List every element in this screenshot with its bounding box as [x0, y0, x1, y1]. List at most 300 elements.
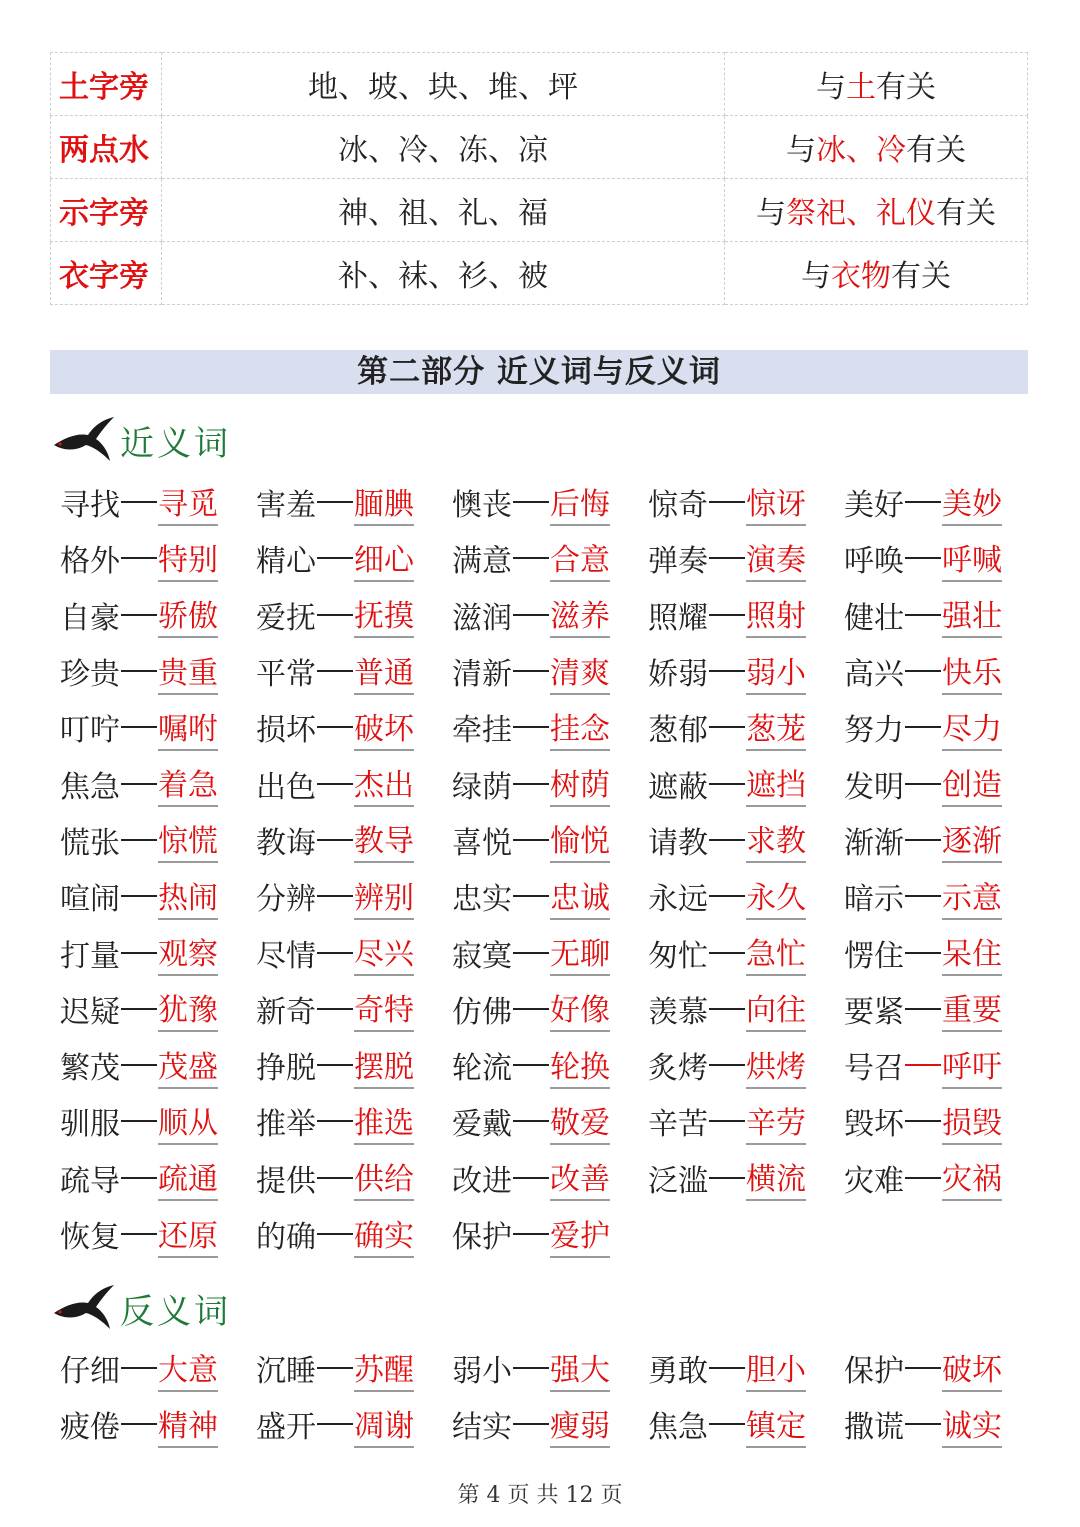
synonym-word: 犹豫 — [158, 985, 218, 1032]
synonym-word: 茂盛 — [158, 1042, 218, 1089]
dash-separator — [513, 839, 549, 841]
word: 勇敢 — [648, 1354, 708, 1390]
word: 打量 — [60, 938, 120, 974]
word: 羡慕 — [648, 994, 708, 1030]
dash-separator — [905, 1423, 941, 1425]
dash-separator — [905, 1177, 941, 1179]
word-pair — [256, 530, 452, 586]
word: 的确 — [256, 1220, 316, 1255]
word: 牵挂 — [452, 713, 512, 749]
word: 娇弱 — [648, 657, 708, 693]
word: 保护 — [452, 1220, 512, 1255]
word: 美好 — [844, 488, 904, 524]
radical-meaning — [725, 179, 1028, 242]
word-pair — [256, 1037, 452, 1093]
synonym-word: 横流 — [746, 1154, 806, 1201]
synonym-word: 教导 — [354, 816, 414, 863]
synonym-word: 破坏 — [354, 704, 414, 751]
word: 毁坏 — [844, 1107, 904, 1143]
synonym-word: 杰出 — [354, 760, 414, 807]
antonym-word: 镇定 — [746, 1401, 806, 1448]
dash-separator — [709, 501, 745, 503]
word-pair — [452, 812, 648, 868]
radical-row — [51, 53, 1028, 116]
word: 爱戴 — [452, 1107, 512, 1143]
word: 仿佛 — [452, 994, 512, 1030]
word: 绿荫 — [452, 769, 512, 805]
word: 努力 — [844, 713, 904, 749]
antonyms-heading-label: 反义词 — [120, 1291, 231, 1332]
dash-separator — [709, 670, 745, 672]
word-pair — [844, 587, 1040, 643]
meaning-part: 土 — [846, 70, 876, 105]
dash-separator — [513, 895, 549, 897]
word-pair — [256, 1396, 452, 1452]
synonym-word: 摆脱 — [354, 1042, 414, 1089]
word-pair — [452, 981, 648, 1037]
dash-separator — [709, 1177, 745, 1179]
word-pair — [256, 699, 452, 755]
dash-separator — [317, 1064, 353, 1066]
word-pair — [452, 530, 648, 586]
dash-separator — [905, 783, 941, 785]
dash-separator — [709, 783, 745, 785]
synonym-word: 嘱咐 — [158, 704, 218, 751]
synonym-word: 逐渐 — [942, 816, 1002, 863]
dash-separator — [121, 1367, 157, 1369]
word: 渐渐 — [844, 825, 904, 861]
word-pair — [844, 474, 1040, 530]
meaning-part: 与 — [786, 133, 816, 168]
dash-separator — [513, 670, 549, 672]
word: 惊奇 — [648, 488, 708, 524]
word-pair — [60, 587, 256, 643]
synonym-word: 抚摸 — [354, 591, 414, 638]
meaning-part: 与 — [801, 259, 831, 294]
synonym-word: 遮挡 — [746, 760, 806, 807]
word-pair — [256, 981, 452, 1037]
word: 弹奏 — [648, 544, 708, 580]
meaning-part: 与 — [816, 70, 846, 105]
word-pair — [648, 587, 844, 643]
synonym-word: 惊慌 — [158, 816, 218, 863]
word-pair — [648, 474, 844, 530]
word-pair — [60, 924, 256, 980]
synonym-word: 灾祸 — [942, 1154, 1002, 1201]
synonym-word: 着急 — [158, 760, 218, 807]
synonym-word: 树荫 — [550, 760, 610, 807]
radical-meaning — [725, 116, 1028, 179]
word-pair — [256, 1206, 452, 1262]
synonym-word: 美妙 — [942, 479, 1002, 526]
dash-separator — [513, 1120, 549, 1122]
page-footer: 第 4 页 共 12 页 — [457, 1483, 623, 1508]
word-pair — [256, 474, 452, 530]
word-pair — [844, 1340, 1040, 1396]
synonym-word: 烘烤 — [746, 1042, 806, 1089]
word: 沉睡 — [256, 1354, 316, 1390]
dash-separator — [513, 783, 549, 785]
dash-separator — [317, 501, 353, 503]
radical-name: 土字旁 — [51, 53, 162, 116]
synonym-word: 滋养 — [550, 591, 610, 638]
synonym-word: 创造 — [942, 760, 1002, 807]
radical-table — [50, 52, 1028, 305]
word: 出色 — [256, 769, 316, 805]
radical-chars: 神、祖、礼、福 — [162, 179, 725, 242]
dash-separator — [317, 895, 353, 897]
synonym-word: 寻觅 — [158, 479, 218, 526]
synonym-word: 重要 — [942, 985, 1002, 1032]
word-pair — [452, 1396, 648, 1452]
synonym-word: 清爽 — [550, 648, 610, 695]
antonym-word: 精神 — [158, 1401, 218, 1448]
word-pair — [60, 699, 256, 755]
dash-separator — [317, 1233, 353, 1235]
word-pair — [844, 755, 1040, 811]
synonym-word: 惊讶 — [746, 479, 806, 526]
dash-separator — [317, 726, 353, 728]
dash-separator — [121, 839, 157, 841]
word: 爱抚 — [256, 600, 316, 636]
dash-separator — [905, 501, 941, 503]
synonym-word: 尽力 — [942, 704, 1002, 751]
word: 提供 — [256, 1163, 316, 1199]
word-pair — [844, 1150, 1040, 1206]
synonym-word: 骄傲 — [158, 591, 218, 638]
word: 愣住 — [844, 938, 904, 974]
dash-separator — [709, 614, 745, 616]
antonym-word: 强大 — [550, 1345, 610, 1392]
radical-chars: 冰、冷、冻、凉 — [162, 116, 725, 179]
radical-chars: 补、袜、衫、被 — [162, 242, 725, 305]
word-pair — [648, 868, 844, 924]
word: 寂寞 — [452, 938, 512, 974]
word-pair — [844, 1396, 1040, 1452]
word: 精心 — [256, 544, 316, 580]
word-pair — [452, 643, 648, 699]
dash-separator — [121, 726, 157, 728]
synonym-word: 观察 — [158, 929, 218, 976]
word-pair — [844, 699, 1040, 755]
word: 满意 — [452, 544, 512, 580]
word: 辛苦 — [648, 1107, 708, 1143]
word: 匆忙 — [648, 938, 708, 974]
word: 喧闹 — [60, 882, 120, 918]
word: 寻找 — [60, 488, 120, 524]
word-pair — [60, 1340, 256, 1396]
dash-separator — [905, 1064, 941, 1066]
swallow-icon — [52, 415, 116, 465]
word: 格外 — [60, 544, 120, 580]
word-pair — [648, 1396, 844, 1452]
word: 疏导 — [60, 1163, 120, 1199]
meaning-part: 衣物 — [831, 259, 891, 294]
word: 保护 — [844, 1354, 904, 1390]
word: 焦急 — [60, 769, 120, 805]
word-pair — [648, 981, 844, 1037]
meaning-part: 祭祀、礼仪 — [786, 196, 936, 231]
dash-separator — [905, 895, 941, 897]
dash-separator — [905, 726, 941, 728]
dash-separator — [513, 952, 549, 954]
synonym-word: 改善 — [550, 1154, 610, 1201]
radical-meaning — [725, 53, 1028, 116]
word-pair — [452, 868, 648, 924]
word: 发明 — [844, 769, 904, 805]
radical-meaning — [725, 242, 1028, 305]
synonym-word: 急忙 — [746, 929, 806, 976]
synonym-word: 后悔 — [550, 479, 610, 526]
word-pair — [844, 530, 1040, 586]
dash-separator — [709, 1423, 745, 1425]
antonym-word: 胆小 — [746, 1345, 806, 1392]
antonym-word: 凋谢 — [354, 1401, 414, 1448]
word: 慌张 — [60, 825, 120, 861]
word-pair — [60, 474, 256, 530]
synonym-word: 好像 — [550, 985, 610, 1032]
word-pair — [648, 643, 844, 699]
word-pair — [60, 1396, 256, 1452]
synonym-word: 确实 — [354, 1211, 414, 1258]
synonym-word: 呼喊 — [942, 535, 1002, 582]
word: 损坏 — [256, 713, 316, 749]
synonym-word: 腼腆 — [354, 479, 414, 526]
dash-separator — [513, 1177, 549, 1179]
synonym-word: 求教 — [746, 816, 806, 863]
dash-separator — [709, 1120, 745, 1122]
word-pair — [256, 1340, 452, 1396]
word-pair — [452, 1093, 648, 1149]
word-pair — [452, 1206, 648, 1262]
word: 健壮 — [844, 600, 904, 636]
word-pair — [60, 1150, 256, 1206]
dash-separator — [317, 1120, 353, 1122]
word-pair — [648, 812, 844, 868]
word-pair — [60, 755, 256, 811]
antonym-word: 苏醒 — [354, 1345, 414, 1392]
word: 挣脱 — [256, 1051, 316, 1087]
synonym-word: 轮换 — [550, 1042, 610, 1089]
meaning-part: 有关 — [876, 70, 936, 105]
word-pair — [256, 643, 452, 699]
word-pair — [648, 699, 844, 755]
antonym-word: 瘦弱 — [550, 1401, 610, 1448]
dash-separator — [513, 1064, 549, 1066]
word: 疲倦 — [60, 1410, 120, 1446]
word-pair — [60, 530, 256, 586]
synonym-word: 愉悦 — [550, 816, 610, 863]
dash-separator — [513, 501, 549, 503]
dash-separator — [317, 1423, 353, 1425]
word: 害羞 — [256, 488, 316, 524]
word: 珍贵 — [60, 657, 120, 693]
antonym-grid — [60, 1340, 1040, 1453]
word-pair — [60, 812, 256, 868]
radical-row — [51, 242, 1028, 305]
synonym-word: 向往 — [746, 985, 806, 1032]
synonym-word: 示意 — [942, 873, 1002, 920]
synonym-word: 供给 — [354, 1154, 414, 1201]
dash-separator — [317, 557, 353, 559]
dash-separator — [121, 501, 157, 503]
dash-separator — [317, 839, 353, 841]
meaning-part: 有关 — [906, 133, 966, 168]
synonym-word: 呼吁 — [942, 1042, 1002, 1089]
word-pair — [60, 1037, 256, 1093]
swallow-icon — [52, 1283, 116, 1333]
dash-separator — [513, 1423, 549, 1425]
synonym-word: 贵重 — [158, 648, 218, 695]
word: 新奇 — [256, 994, 316, 1030]
synonym-word: 葱茏 — [746, 704, 806, 751]
word: 分辨 — [256, 882, 316, 918]
word: 滋润 — [452, 600, 512, 636]
dash-separator — [317, 1367, 353, 1369]
dash-separator — [709, 1064, 745, 1066]
word-pair — [844, 643, 1040, 699]
word: 忠实 — [452, 882, 512, 918]
word-pair — [60, 1093, 256, 1149]
synonym-word: 热闹 — [158, 873, 218, 920]
dash-separator — [121, 1120, 157, 1122]
word-pair — [648, 1340, 844, 1396]
word: 推举 — [256, 1107, 316, 1143]
synonym-word: 奇特 — [354, 985, 414, 1032]
dash-separator — [317, 1177, 353, 1179]
dash-separator — [905, 839, 941, 841]
synonym-word: 弱小 — [746, 648, 806, 695]
synonym-word: 呆住 — [942, 929, 1002, 976]
word: 弱小 — [452, 1354, 512, 1390]
dash-separator — [709, 952, 745, 954]
word-pair — [256, 755, 452, 811]
synonyms-heading-label: 近义词 — [120, 423, 231, 464]
synonym-word: 挂念 — [550, 704, 610, 751]
dash-separator — [121, 614, 157, 616]
synonym-word: 推选 — [354, 1098, 414, 1145]
word: 请教 — [648, 825, 708, 861]
synonym-word: 无聊 — [550, 929, 610, 976]
meaning-part: 与 — [756, 196, 786, 231]
dash-separator — [709, 557, 745, 559]
synonym-word: 顺从 — [158, 1098, 218, 1145]
dash-separator — [513, 557, 549, 559]
radical-row — [51, 116, 1028, 179]
synonym-word: 爱护 — [550, 1211, 610, 1258]
antonyms-heading — [52, 1280, 231, 1336]
word-pair — [452, 1037, 648, 1093]
word: 改进 — [452, 1163, 512, 1199]
synonym-word: 永久 — [746, 873, 806, 920]
word-pair — [256, 924, 452, 980]
word: 驯服 — [60, 1107, 120, 1143]
word-pair — [60, 981, 256, 1037]
dash-separator — [709, 895, 745, 897]
dash-separator — [317, 783, 353, 785]
word: 盛开 — [256, 1410, 316, 1446]
dash-separator — [513, 1008, 549, 1010]
radical-name: 两点水 — [51, 116, 162, 179]
synonym-word: 合意 — [550, 535, 610, 582]
dash-separator — [905, 670, 941, 672]
word: 清新 — [452, 657, 512, 693]
synonym-word: 特别 — [158, 535, 218, 582]
synonym-word: 辨别 — [354, 873, 414, 920]
word-pair — [452, 1340, 648, 1396]
word: 永远 — [648, 882, 708, 918]
word-pair — [452, 755, 648, 811]
word-pair — [844, 924, 1040, 980]
dash-separator — [317, 614, 353, 616]
dash-separator — [121, 895, 157, 897]
word: 轮流 — [452, 1051, 512, 1087]
synonym-grid — [60, 474, 1040, 1262]
word: 泛滥 — [648, 1163, 708, 1199]
synonym-word: 疏通 — [158, 1154, 218, 1201]
word-pair — [452, 1150, 648, 1206]
word: 教诲 — [256, 825, 316, 861]
dash-separator — [905, 614, 941, 616]
word: 叮咛 — [60, 713, 120, 749]
word-pair — [452, 924, 648, 980]
dash-separator — [317, 1008, 353, 1010]
word-pair — [60, 868, 256, 924]
synonym-word: 尽兴 — [354, 929, 414, 976]
word: 葱郁 — [648, 713, 708, 749]
dash-separator — [905, 557, 941, 559]
dash-separator — [121, 1233, 157, 1235]
word: 喜悦 — [452, 825, 512, 861]
word: 迟疑 — [60, 994, 120, 1030]
dash-separator — [121, 783, 157, 785]
dash-separator — [121, 557, 157, 559]
synonym-word: 细心 — [354, 535, 414, 582]
dash-separator — [905, 1120, 941, 1122]
word-pair — [60, 643, 256, 699]
word: 照耀 — [648, 600, 708, 636]
word: 尽情 — [256, 938, 316, 974]
word: 号召 — [844, 1051, 904, 1087]
dash-separator — [513, 1367, 549, 1369]
dash-separator — [121, 670, 157, 672]
radical-name: 衣字旁 — [51, 242, 162, 305]
word-pair — [648, 755, 844, 811]
word-pair — [452, 474, 648, 530]
synonym-word: 照射 — [746, 591, 806, 638]
word: 自豪 — [60, 600, 120, 636]
word: 高兴 — [844, 657, 904, 693]
word-pair — [648, 530, 844, 586]
word: 焦急 — [648, 1410, 708, 1446]
word-pair — [844, 981, 1040, 1037]
meaning-part: 有关 — [936, 196, 996, 231]
dash-separator — [513, 726, 549, 728]
synonym-word: 普通 — [354, 648, 414, 695]
radical-name: 示字旁 — [51, 179, 162, 242]
word-pair — [256, 812, 452, 868]
synonym-word: 强壮 — [942, 591, 1002, 638]
antonym-word: 破坏 — [942, 1345, 1002, 1392]
word-pair — [844, 1093, 1040, 1149]
word: 要紧 — [844, 994, 904, 1030]
word-pair — [648, 1150, 844, 1206]
word-pair — [844, 1037, 1040, 1093]
antonym-word: 大意 — [158, 1345, 218, 1392]
word: 懊丧 — [452, 488, 512, 524]
dash-separator — [121, 952, 157, 954]
synonym-word: 忠诚 — [550, 873, 610, 920]
